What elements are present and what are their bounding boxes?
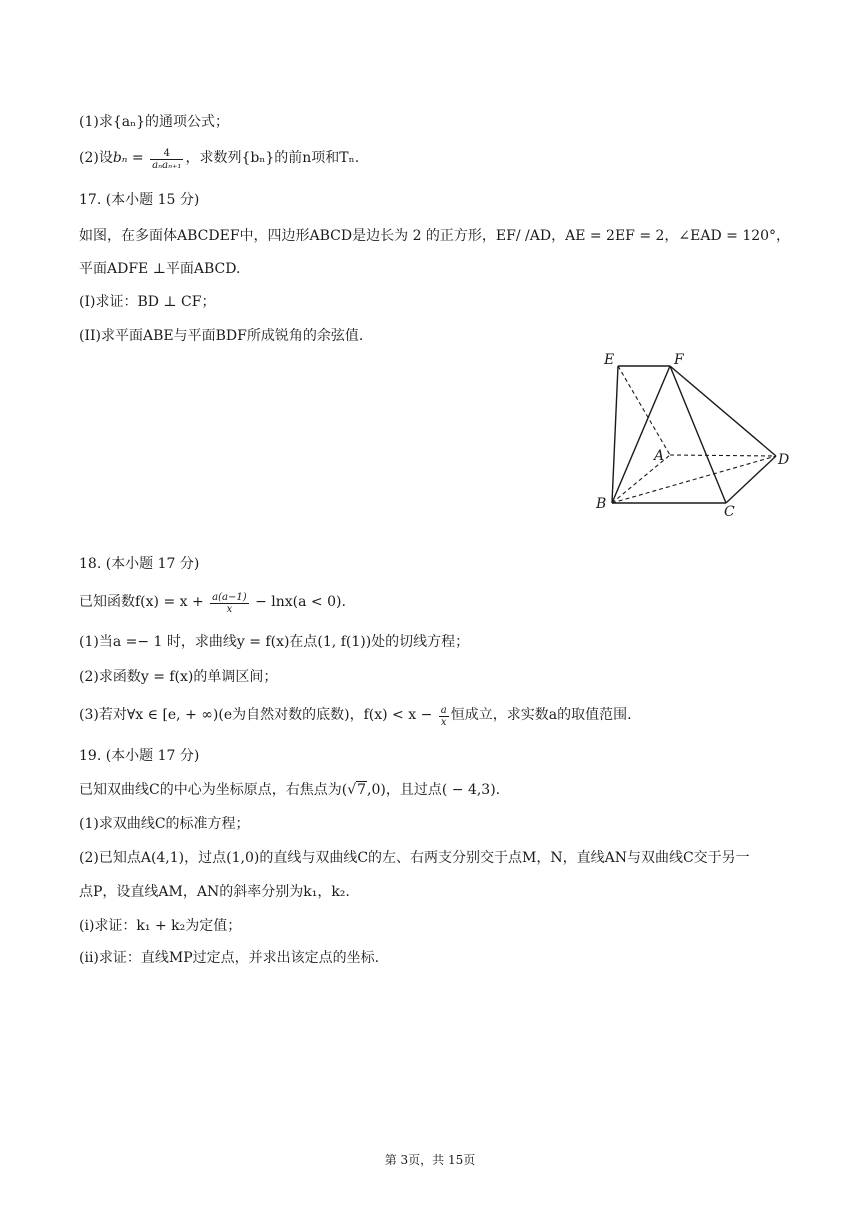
q16-frac-numerator: 4 [150,148,183,160]
q19-part2-line1: (2)已知点A(4,1)，过点(1,0)的直线与双曲线C的左、右两支分别交于点M，N，直线AN与双曲线C交于另一 [79,850,750,866]
q18-part3-prefix: (3)若对∀x ∈ [e, + ∞)(e为自然对数的底数)，f(x) < x − [79,707,433,723]
q16-frac-denominator: aₙaₙ₊₁ [152,160,182,171]
label-A: A [654,448,665,464]
q18-stem-suffix: − lnx(a < 0). [255,594,346,610]
edge-AD-hidden [670,455,776,456]
q18-part3-frac-numerator: a [440,705,447,716]
q19-stem [79,780,800,800]
q16-part2 [79,148,800,171]
q17-stem-line1: 如图，在多面体ABCDEF中，四边形ABCD是边长为 2 的正方形，EF/ /AD，AE = 2EF = 2，∠EAD = 120°， [79,228,791,244]
q18-stem [79,592,800,615]
q19-sqrt-arg: 7 [357,782,367,798]
label-C: C [724,504,735,520]
edge-FC [670,366,726,503]
page-footer: 第 3页，共 15页 [384,1153,476,1167]
q18-part3-suffix: 恒成立，求实数a的取值范围. [450,707,632,723]
q16-part2-fraction [150,148,183,171]
q19-header: 19. (本小题 17 分) [79,748,200,764]
q16-part1: (1)求{aₙ}的通项公式； [79,114,230,130]
q19-part2-i: (i)求证：k₁ + k₂为定值； [79,918,242,934]
q16-part2-lhs: bₙ = [112,150,144,166]
q17-part2: (II)求平面ABE与平面BDF所成锐角的余弦值. [79,328,364,344]
label-F: F [674,352,684,368]
edge-FD [670,366,776,456]
q17-stem-line2: 平面ADFE ⊥平面ABCD. [79,261,241,277]
q18-stem-prefix: 已知函数f(x) = x + [79,594,204,610]
edge-FB [612,366,670,503]
q19-part2-line2: 点P，设直线AM，AN的斜率分别为k₁，k₂. [79,884,350,900]
q18-frac-denominator: x [226,604,233,615]
edge-EA-hidden [618,366,670,455]
q16-part2-prefix: (2)设 [79,150,113,166]
label-B: B [596,496,607,512]
q19-part1: (1)求双曲线C的标准方程； [79,816,250,832]
label-D: D [778,452,790,468]
q18-header: 18. (本小题 17 分) [79,556,200,572]
q18-frac-numerator: a(a−1) [212,592,247,603]
q19-sqrt-sign: √ [347,782,357,798]
q16-part2-suffix: ，求数列{bₙ}的前n项和Tₙ. [185,150,360,166]
edge-CD [726,456,776,503]
q19-stem-prefix: 已知双曲线C的中心为坐标原点，右焦点为( [79,782,348,798]
edge-EB [612,366,618,503]
q18-part1: (1)当a =− 1 时，求曲线y = f(x)在点(1, f(1))处的切线方程； [79,634,470,650]
q18-part3-fraction [439,705,449,728]
polyhedron-figure [590,348,795,520]
q19-part2-ii: (ii)求证：直线MP过定点，并求出该定点的坐标. [79,950,380,966]
q17-part1: (I)求证：BD ⊥ CF； [79,294,216,310]
label-E: E [604,352,615,368]
q18-part3-frac-denominator: x [440,717,447,728]
q18-stem-fraction [210,592,248,615]
q17-header: 17. (本小题 15 分) [79,192,200,208]
q18-part2: (2)求函数y = f(x)的单调区间； [79,669,278,685]
q19-stem-suffix: ,0)，且过点( − 4,3). [367,782,501,798]
q18-part3 [79,705,800,728]
